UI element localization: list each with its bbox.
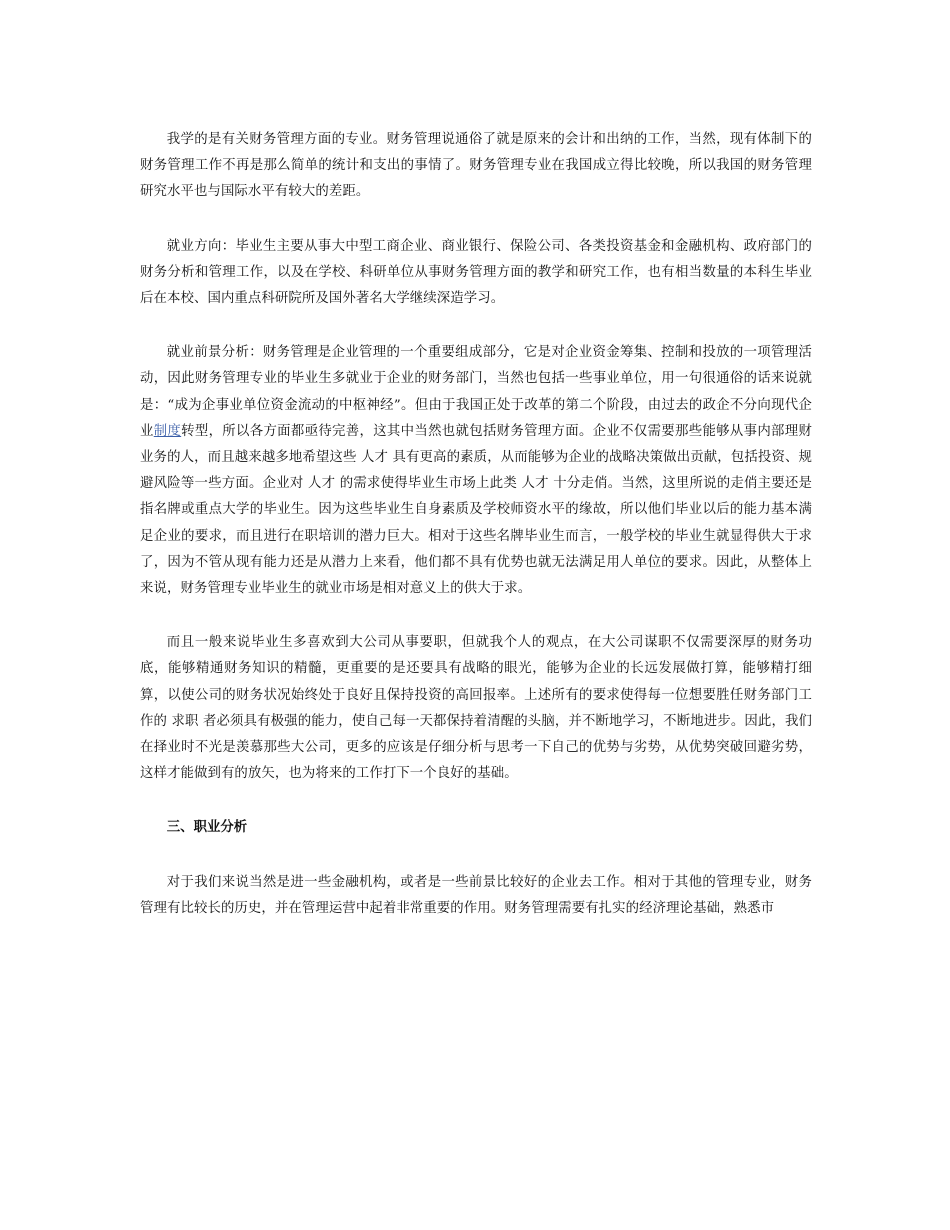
paragraph-gap [140,312,812,340]
outlook-text-start: 就业前景分析：财务管理是企业管理的一个重要组成部分，它是对企业资金筹集、控制和投放的一项管理活动，因此财务管理专业的毕业生多就业于企业的财务部门，当然也包括一些事业单位，用一句很通俗的话来说就是：“成为企事业单位资金流动的中枢神经”。但由于我国正处于改革的第二个阶段，由过去的政企不分向现代企业 [140,345,812,439]
paragraph-gap [140,206,812,234]
paragraph-intro: 我学的是有关财务管理方面的专业。财务管理说通俗了就是原来的会计和出纳的工作，当然，现有体制下的财务管理工作不再是那么简单的统计和支出的事情了。财务管理专业在我国成立得比较晚，所以我国的财务管理研究水平也与国际水平有较大的差距。 [140,132,812,200]
paragraph-gap [140,787,812,815]
outlook-text-end: 转型，所以各方面都亟待完善，这其中当然也就包括财务管理方面。企业不仅需要那些能够从事内部理财业务的人，而且越来越多地希望这些 人才 具有更高的素质，从而能够为企业的战略决策做出贡献，包括投资、规避风险等一些方面。企业对 人才 的需求使得毕业生市场上此类 人才 十分走俏。当然，这里所说的走俏主要还是指名牌或重点大学的毕业生。因为这些毕业生自身素质及学校师资水平的缘故，所以他们毕业以后的能力基本满足企业的要求，而且进行在职培训的潜力巨大。相对于这些名牌毕业生而言，一般学校的毕业生就显得供大于求了，因为不管从现有能力还是从潜力上来看，他们都不具有优势也就无法满足用人单位的要求。因此，从整体上来说，财务管理专业毕业生的就业市场是相对意义上的供大于求。 [140,423,812,597]
paragraph-employment-outlook [140,340,812,602]
document-page [140,127,812,922]
paragraph-employment-direction: 就业方向：毕业生主要从事大中型工商企业、商业银行、保险公司、各类投资基金和金融机构、政府部门的财务分析和管理工作，以及在学校、科研单位从事财务管理方面的教学和研究工作，也有相当数量的本科生毕业后在本校、国内重点科研院所及国外著名大学继续深造学习。 [140,238,812,307]
paragraph-gap [140,842,812,870]
system-link[interactable]: 制度 [153,423,182,439]
paragraph-gap [140,602,812,630]
paragraph-career-choice: 而且一般来说毕业生多喜欢到大公司从事要职，但就我个人的观点，在大公司谋职不仅需要深厚的财务功底，能够精通财务知识的精髓，更重要的是还要具有战略的眼光，能够为企业的长远发展做打算，能够精打细算，以使公司的财务状况始终处于良好且保持投资的高回报率。上述所有的要求使得每一位想要胜任财务部门工作的 求职 者必须具有极强的能力，使自己每一天都保持着清醒的头脑，并不断地学习，不断地进步。因此，我们在择业时不光是羡慕那些大公司，更多的应该是仔细分析与思考一下自己的优势与劣势，从优势突破回避劣势，这样才能做到有的放矢，也为将来的工作打下一个良好的基础。 [140,635,812,782]
section-heading-career-analysis: 三、职业分析 [166,820,248,836]
paragraph-career-analysis: 对于我们来说当然是进一些金融机构，或者是一些前景比较好的企业去工作。相对于其他的管理专业，财务管理有比较长的历史，并在管理运营中起着非常重要的作用。财务管理需要有扎实的经济理论基础，熟悉市 [140,874,812,916]
